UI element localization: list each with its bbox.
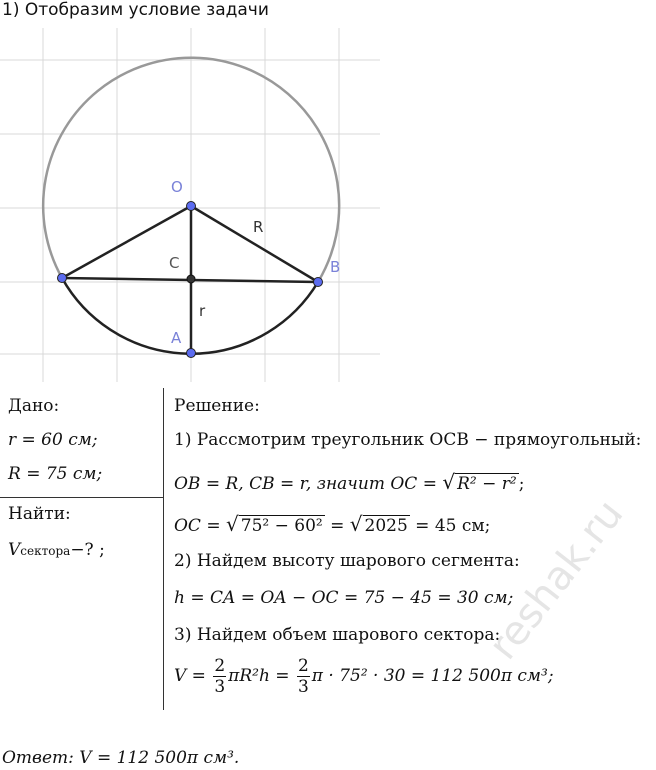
given-R: R = 75 см; — [8, 464, 103, 484]
table-divider-vertical — [163, 388, 164, 710]
find-expression — [8, 540, 105, 560]
step7-c: π · 75² · 30 = 112 500π см³; — [311, 666, 554, 686]
step7-a: V = — [174, 666, 212, 686]
geometry-figure — [0, 28, 380, 382]
solution-step-3 — [174, 512, 490, 536]
sqrt-symbol: √ — [349, 512, 363, 536]
find-V: V — [8, 540, 21, 560]
step2-text: OB = R, CB = r, значит OC = — [174, 474, 443, 494]
step7-b: πR²h = — [228, 666, 295, 686]
fraction-two-thirds: $\frac{2}{3}$ — [214, 656, 226, 697]
solution-step-5: h = CA = OA − OC = 75 − 45 = 30 см; — [174, 588, 514, 608]
solution-step-4: 2) Найдем высоту шарового сегмента: — [174, 551, 520, 571]
label-r: r — [199, 302, 206, 320]
step3-c: = 45 см; — [409, 516, 491, 536]
solution-step-6: 3) Найдем объем шарового сектора: — [174, 625, 501, 645]
solution-title: Решение: — [174, 396, 260, 416]
label-O: O — [171, 178, 183, 196]
label-B: B — [330, 258, 341, 276]
point-A — [187, 349, 196, 358]
answer-line: Ответ: V = 112 500π см³. — [2, 748, 240, 768]
step2-radicand: R² − r² — [457, 474, 517, 494]
point-left — [58, 274, 67, 283]
point-B — [314, 278, 323, 287]
section-heading: 1) Отобразим условие задачи — [2, 0, 269, 20]
watermark: reshak.ru — [480, 491, 633, 669]
fraction-two-thirds-2: $\frac{2}{3}$ — [297, 656, 309, 697]
step2-end: ; — [518, 474, 525, 494]
solution-step-2 — [174, 470, 524, 494]
sqrt-symbol: √ — [442, 470, 456, 494]
given-r: r = 60 см; — [8, 430, 98, 450]
find-rest: −? ; — [70, 540, 105, 560]
label-C: C — [169, 254, 180, 272]
find-sub: сектора — [20, 544, 71, 558]
step3-radicand-2: 2025 — [364, 516, 408, 536]
find-title: Найти: — [8, 504, 71, 524]
step3-radicand-1: 75² − 60² — [240, 516, 323, 536]
table-divider-horizontal — [0, 497, 163, 498]
label-R: R — [253, 218, 264, 236]
given-title: Дано: — [8, 396, 60, 416]
solution-step-7 — [174, 656, 554, 697]
point-O — [187, 202, 196, 211]
label-A: A — [171, 329, 182, 347]
sqrt-symbol: √ — [226, 512, 239, 536]
point-C — [187, 275, 195, 283]
solution-step-1: 1) Рассмотрим треугольник OCB − прямоугольный: — [174, 430, 642, 450]
step3-b: = — [324, 516, 350, 536]
step3-a: OC = — [174, 516, 226, 536]
